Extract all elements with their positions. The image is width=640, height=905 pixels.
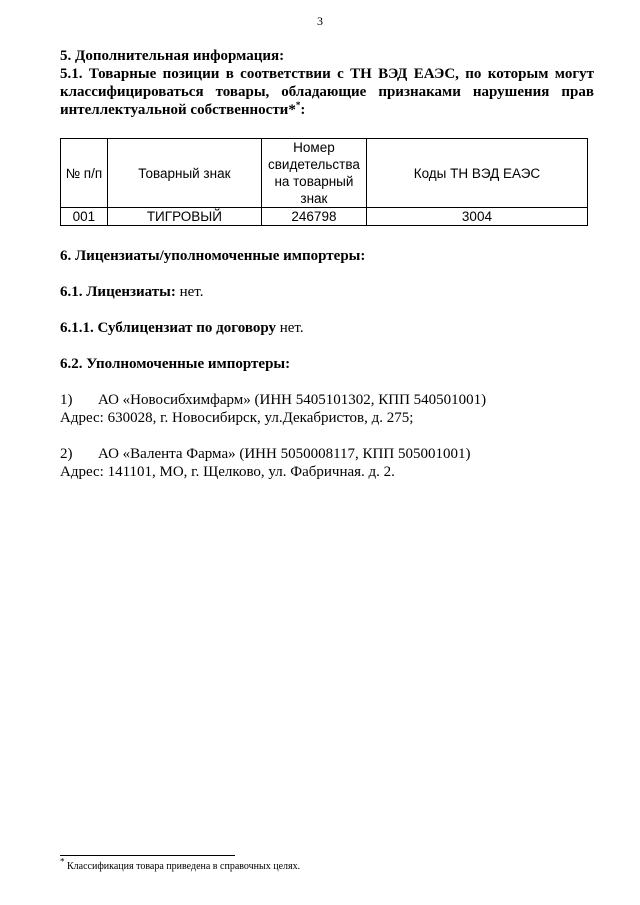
importer-name: АО «Валента Фарма» (ИНН 5050008117, КПП 505001001) — [98, 446, 471, 462]
importer-address: Адрес: 141101, МО, г. Щелково, ул. Фабричная. д. 2. — [60, 464, 395, 480]
licensees-label: 6.1. Лицензиаты: — [60, 284, 176, 300]
cell-num: 001 — [61, 208, 108, 226]
header-num-label: № п/п — [65, 165, 103, 181]
header-codes — [366, 139, 587, 208]
header-num — [61, 139, 108, 208]
cell-trademark: ТИГРОВЫЙ — [107, 208, 261, 226]
footnote-text: Классификация товара приведена в справочных целях. — [64, 861, 301, 872]
table-row — [61, 208, 588, 226]
importer-number: 1) — [60, 392, 73, 408]
sublicensee-value: нет. — [275, 320, 304, 336]
footnote-divider — [60, 855, 235, 856]
importer-number: 2) — [60, 446, 73, 462]
section-6-1 — [60, 283, 594, 301]
header-certificate-label: Номер свидетельства на товарный знак — [268, 140, 360, 206]
cell-codes: 3004 — [366, 208, 587, 226]
importer-name-line — [60, 391, 594, 409]
importer-name-line — [60, 445, 594, 463]
section-6-1-1 — [60, 319, 594, 337]
section-5-1-heading — [60, 65, 594, 119]
importer-item — [60, 445, 594, 481]
document-body — [60, 47, 594, 481]
header-codes-label: Коды ТН ВЭД ЕАЭС — [413, 165, 541, 181]
section-5-1-text: 5.1. Товарные позиции в соответствии с ТН ВЭД ЕАЭС, по которым могут классифицироваться товары, обладающие признаками нарушения прав интеллектуальной собственности* — [60, 66, 594, 118]
importer-name: АО «Новосибхимфарм» (ИНН 5405101302, КПП 540501001) — [98, 392, 487, 408]
tnved-codes-table — [60, 138, 588, 226]
section-6-2-heading: 6.2. Уполномоченные импортеры: — [60, 356, 291, 372]
licensees-value: нет. — [175, 284, 204, 300]
importer-item — [60, 391, 594, 427]
header-trademark-label: Товарный знак — [138, 165, 231, 181]
importer-address: Адрес: 630028, г. Новосибирск, ул.Декабристов, д. 275; — [60, 410, 414, 426]
cell-certificate: 246798 — [261, 208, 366, 226]
header-trademark — [107, 139, 261, 208]
footnote — [60, 856, 301, 873]
page-number: 3 — [317, 14, 323, 28]
table-header-row — [61, 139, 588, 208]
section-5-heading: 5. Дополнительная информация: — [60, 48, 285, 64]
section-5-1-colon: : — [300, 102, 306, 118]
footnote-mark: * — [60, 856, 65, 867]
section-6-heading: 6. Лицензиаты/уполномоченные импортеры: — [60, 248, 366, 264]
sublicensee-label: 6.1.1. Сублицензиат по договору — [60, 320, 276, 336]
header-certificate — [261, 139, 366, 208]
footnote-reference-mark: * — [295, 100, 301, 110]
